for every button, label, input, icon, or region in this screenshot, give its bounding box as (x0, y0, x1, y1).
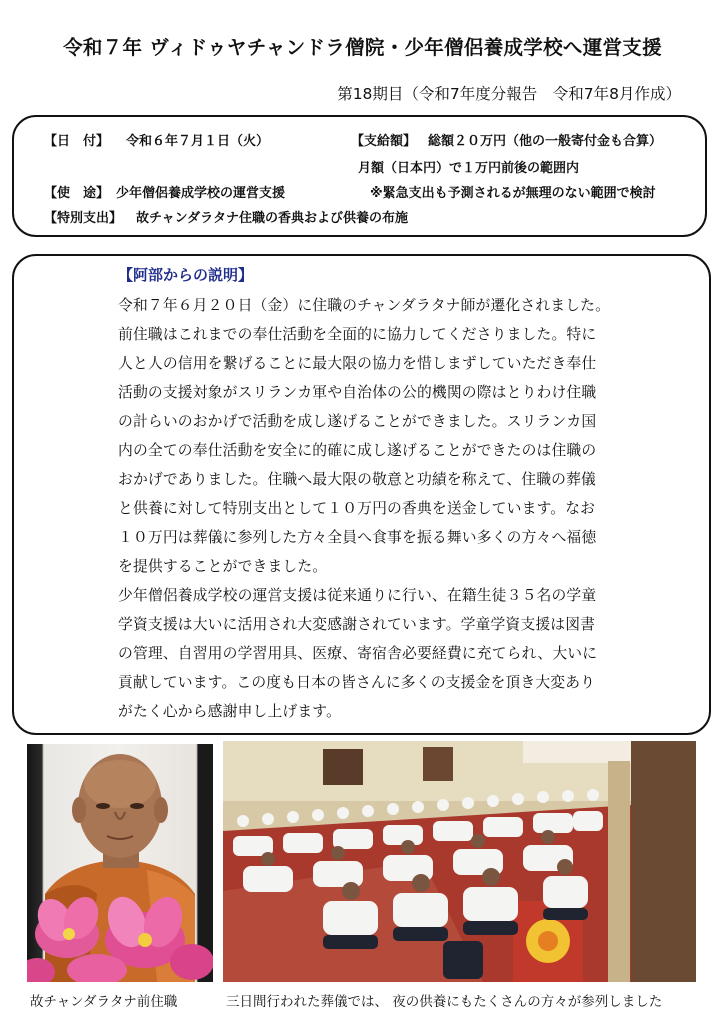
portrait-caption: 故チャンダラタナ前住職 (30, 994, 178, 1010)
body-line: 内の全ての奉仕活動を安全に的確に成し遂げることができたのは住職の (118, 442, 597, 459)
report-subtitle: 第18期目（令和7年度分報告 令和7年8月作成） (337, 85, 681, 103)
body-line: の管理、自習用の学習用具、医療、寄宿舎必要経費に充てられ、大いに (118, 645, 598, 662)
funeral-attendees-photo (223, 741, 696, 982)
body-line: 前住職はこれまでの奉仕活動を全面的に協力してくださりました。特に (118, 326, 597, 343)
page-title: 令和７年 ヴィドゥヤチャンドラ僧院・少年僧侶養成学校へ運営支援 (63, 36, 662, 59)
explanation-heading: 【阿部からの説明】 (118, 266, 254, 284)
body-line: 人と人の信用を繋げることに最大限の協力を惜しまずしていただき奉仕 (118, 355, 597, 372)
explanation-body (118, 291, 658, 726)
monthly-value: 月額（日本円）で１万円前後の範囲内 (358, 161, 580, 176)
amount-value: 総額２０万円（他の一般寄付金も合算） (428, 134, 663, 149)
body-line: の計らいのおかげで活動を成し遂げることができました。スリランカ国 (118, 413, 597, 430)
date-value: 令和６年７月１日（火） (126, 134, 270, 149)
use-label: 【使 途】 (44, 186, 110, 201)
body-line: おかげでありました。住職へ最大限の敬意と功績を称えて、住職の葬儀 (118, 471, 597, 488)
body-line: がたく心から感謝申し上げます。 (118, 703, 342, 720)
body-line: 貢献しています。この度も日本の皆さんに多くの支援金を頂き大変あり (118, 674, 596, 691)
special-label: 【特別支出】 (44, 211, 123, 226)
use-value: 少年僧侶養成学校の運営支援 (116, 186, 286, 201)
body-line: を提供することができました。 (118, 558, 328, 575)
note-value: ※緊急支出も予測されるが無理のない範囲で検討 (370, 186, 656, 201)
body-line: 令和７年６月２０日（金）に住職のチャンダラタナ師が遷化されました。 (118, 297, 611, 314)
special-value: 故チャンダラタナ住職の香典および供養の布施 (136, 211, 408, 226)
body-line: 学資支援は大いに活用され大変感謝されています。学童学資支援は図書 (118, 616, 596, 633)
body-line: と供養に対して特別支出として１０万円の香典を送金しています。なお (118, 500, 596, 517)
body-line: 少年僧侶養成学校の運営支援は従来通りに行い、在籍生徒３５名の学童 (118, 587, 597, 604)
abbot-portrait-photo (27, 744, 213, 982)
funeral-caption: 三日間行われた葬儀では、 夜の供養にもたくさんの方々が参列しました (226, 994, 663, 1010)
date-label: 【日 付】 (44, 134, 110, 149)
amount-label: 【支給額】 (351, 134, 417, 149)
body-line: 活動の支援対象がスリランカ軍や自治体の公的機関の際はとりわけ住職 (118, 384, 597, 401)
body-line: １０万円は葬儀に参列した方々全員へ食事を振る舞い多くの方々へ福徳 (118, 529, 597, 546)
